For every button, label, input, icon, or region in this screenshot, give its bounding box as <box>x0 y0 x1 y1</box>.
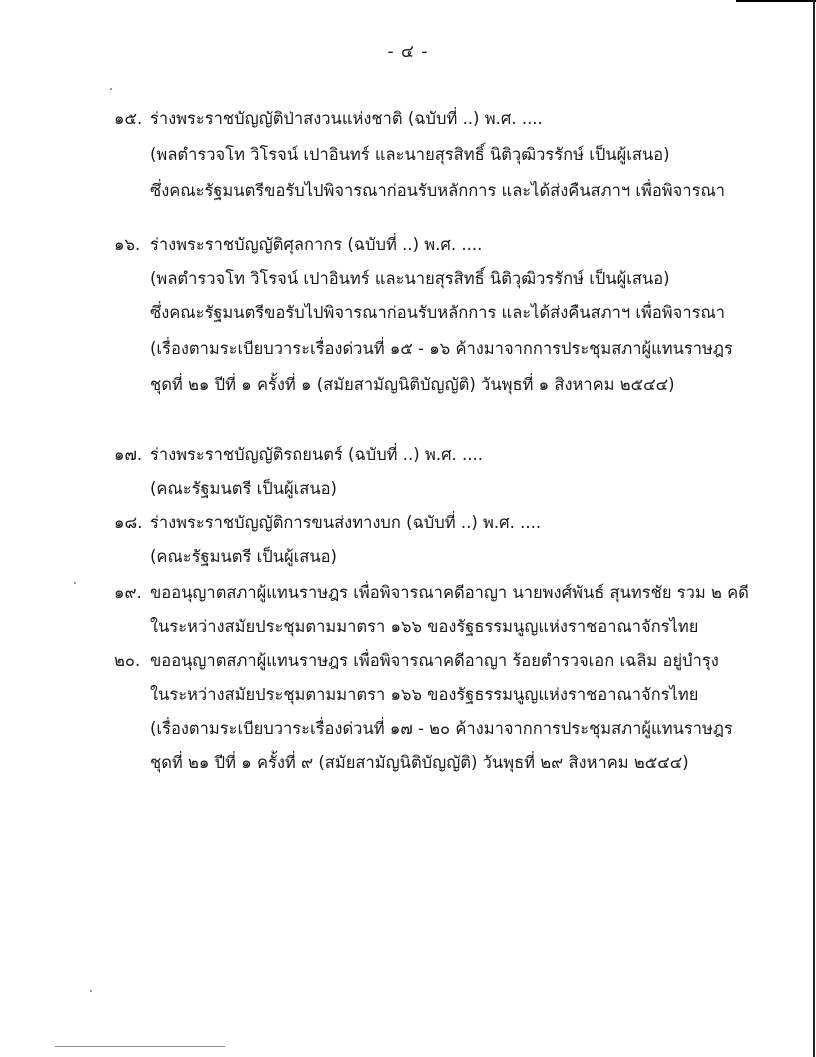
agenda-item-16-line: (เรื่องตามระเบียบวาระเรื่องด่วนที่ ๑๕ - ๑๖ ค้างมาจากการประชุมสภาผู้แทนราษฎร <box>150 339 733 358</box>
item-number: ๑๘. <box>114 513 143 532</box>
scan-speck <box>90 990 92 992</box>
agenda-item-18-line: (คณะรัฐมนตรี เป็นผู้เสนอ) <box>150 547 337 566</box>
agenda-item-16-title <box>114 234 482 256</box>
item-number: ๑๙. <box>114 583 142 602</box>
agenda-item-17-title <box>114 444 483 466</box>
item-title: ร่างพระราชบัญญัติป่าสงวนแห่งชาติ (ฉบับที่ ..) พ.ศ. .... <box>150 109 543 128</box>
agenda-item-19-title <box>114 582 749 604</box>
scan-speck <box>74 582 76 584</box>
page-number: - ๔ - <box>387 42 429 62</box>
item-title: ร่างพระราชบัญญัติศุลกากร (ฉบับที่ ..) พ.ศ. .... <box>150 235 483 254</box>
item-title: ร่างพระราชบัญญัติรถยนตร์ (ฉบับที่ ..) พ.ศ. .... <box>150 445 484 464</box>
agenda-item-16-line: ชุดที่ ๒๑ ปีที่ ๑ ครั้งที่ ๑ (สมัยสามัญนิติบัญญัติ) วันพุธที่ ๑ สิงหาคม ๒๕๔๔) <box>150 375 675 394</box>
agenda-item-16-line: ซึ่งคณะรัฐมนตรีขอรับไปพิจารณาก่อนรับหลักการ และได้ส่งคืนสภาฯ เพื่อพิจารณา <box>150 303 726 322</box>
agenda-item-16-line: (พลตำรวจโท วิโรจน์ เปาอินทร์ และนายสุรสิทธิ์ นิติวุฒิวรรักษ์ เป็นผู้เสนอ) <box>150 269 670 288</box>
footer-rule <box>55 1046 225 1047</box>
item-number: ๑๖. <box>114 235 141 254</box>
item-number: ๑๗. <box>114 445 143 464</box>
item-number: ๒๐. <box>114 651 141 670</box>
item-title: ขออนุญาตสภาผู้แทนราษฎร เพื่อพิจารณาคดีอาญา ร้อยตำรวจเอก เฉลิม อยู่บำรุง <box>150 651 719 670</box>
scan-edge-line <box>813 0 815 1057</box>
item-title: ขออนุญาตสภาผู้แทนราษฎร เพื่อพิจารณาคดีอาญา นายพงศ์พันธ์ สุนทรชัย รวม ๒ คดี <box>150 583 749 602</box>
agenda-item-17-line: (คณะรัฐมนตรี เป็นผู้เสนอ) <box>150 479 337 498</box>
agenda-item-19-line: ในระหว่างสมัยประชุมตามมาตรา ๑๖๖ ของรัฐธรรมนูญแห่งราชอาณาจักรไทย <box>150 617 699 636</box>
agenda-item-20-title <box>114 650 719 672</box>
item-title: ร่างพระราชบัญญัติการขนส่งทางบก (ฉบับที่ ..) พ.ศ. .... <box>150 513 542 532</box>
item-number: ๑๕. <box>114 109 143 128</box>
agenda-item-18-title <box>114 512 541 534</box>
agenda-item-15-line: ซึ่งคณะรัฐมนตรีขอรับไปพิจารณาก่อนรับหลักการ และได้ส่งคืนสภาฯ เพื่อพิจารณา <box>150 181 726 200</box>
agenda-item-15-line: (พลตำรวจโท วิโรจน์ เปาอินทร์ และนายสุรสิทธิ์ นิติวุฒิวรรักษ์ เป็นผู้เสนอ) <box>150 145 670 164</box>
agenda-item-20-line: ชุดที่ ๒๑ ปีที่ ๑ ครั้งที่ ๙ (สมัยสามัญนิติบัญญัติ) วันพุธที่ ๒๙ สิงหาคม ๒๕๔๔) <box>150 753 689 772</box>
scan-edge-line <box>736 0 816 2</box>
agenda-item-20-line: (เรื่องตามระเบียบวาระเรื่องด่วนที่ ๑๗ - ๒๐ ค้างมาจากการประชุมสภาผู้แทนราษฎร <box>150 719 733 738</box>
scan-speck <box>110 88 112 90</box>
agenda-item-15-title <box>114 108 543 130</box>
agenda-item-20-line: ในระหว่างสมัยประชุมตามมาตรา ๑๖๖ ของรัฐธรรมนูญแห่งราชอาณาจักรไทย <box>150 685 699 704</box>
